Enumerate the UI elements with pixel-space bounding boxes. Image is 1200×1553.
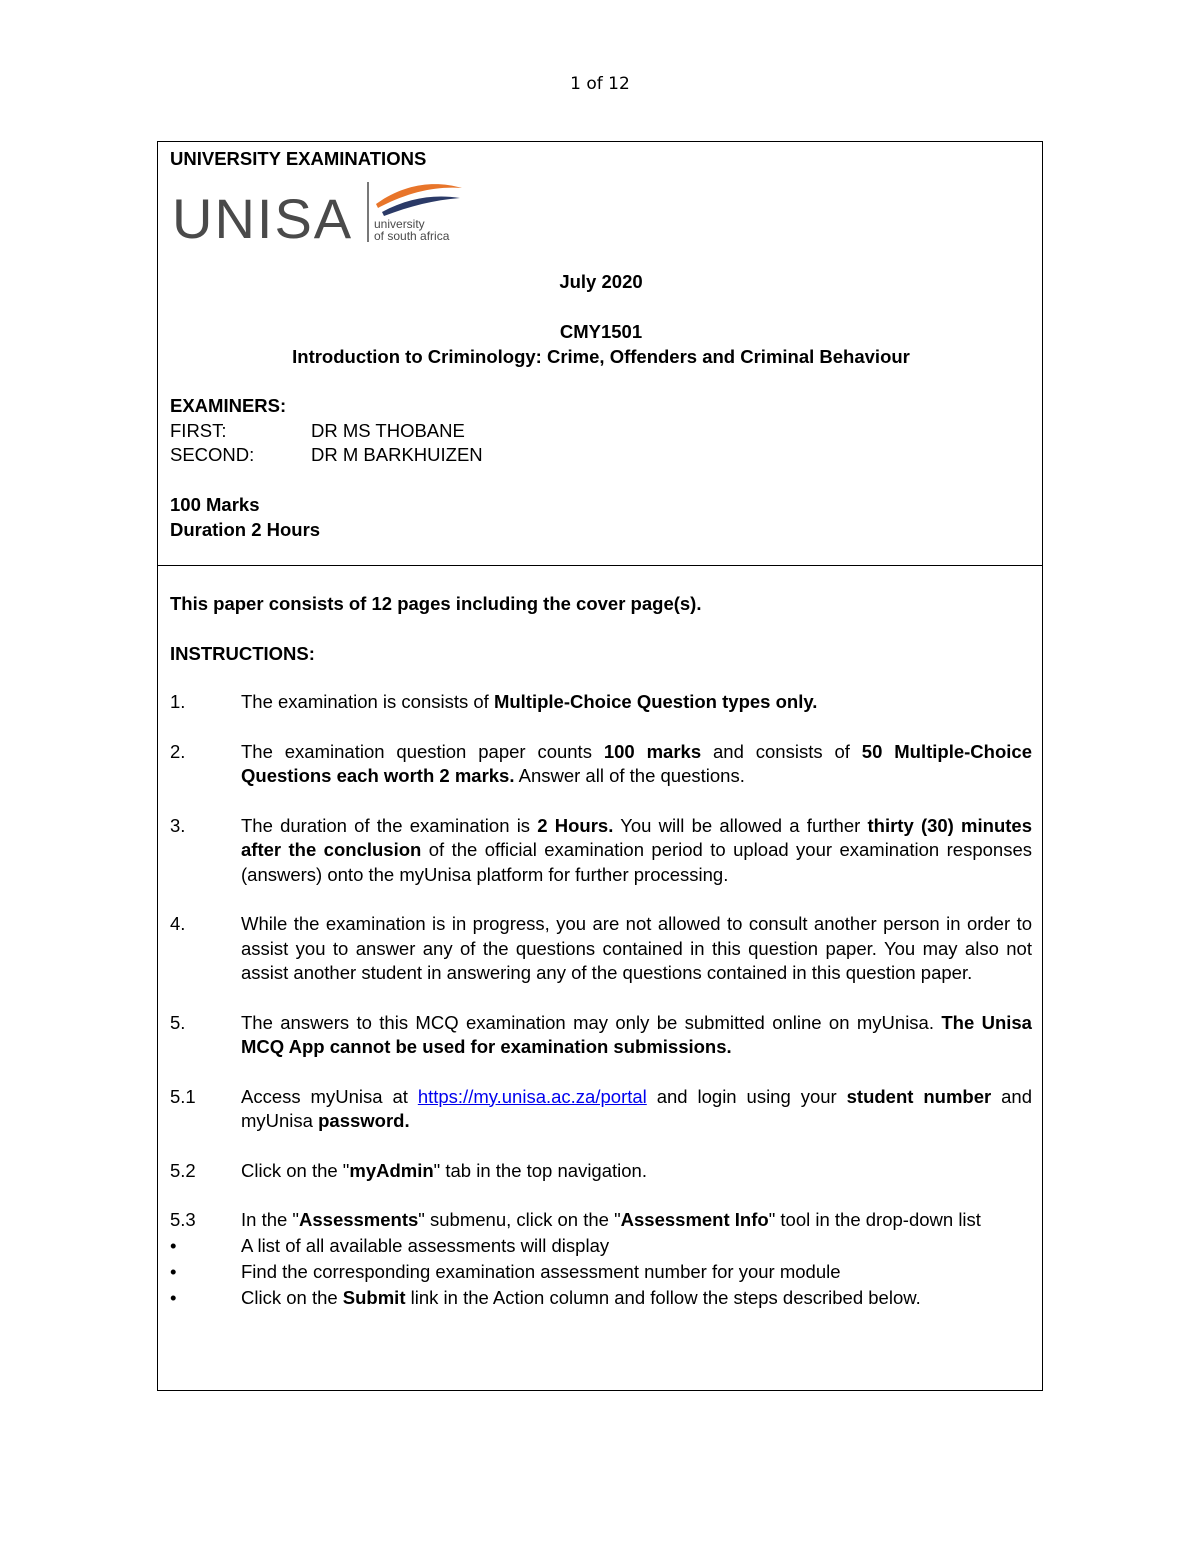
instructions-label: INSTRUCTIONS: xyxy=(170,643,315,664)
course-code: CMY1501 xyxy=(559,321,643,342)
instruction-5: 5. The answers to this MCQ examination may only be submitted online on myUnisa. The Unisa MCQ App cannot be used for examination submissions. xyxy=(170,1011,1032,1057)
instructions-list xyxy=(170,690,1032,1311)
exam-heading: UNIVERSITY EXAMINATIONS xyxy=(170,148,427,169)
instruction-3: 3. The duration of the examination is 2 Hours. You will be allowed a further thirty (30) minutes after the conclusion of the official examination period to upload your examination responses (answers) onto the myUnisa platform for further processing. xyxy=(170,814,1032,885)
pages-note: This paper consists of 12 pages including the cover page(s). xyxy=(170,593,702,614)
bullet-item-3: • Click on the Submit link in the Action column and follow the steps described below. xyxy=(170,1285,1032,1311)
unisa-logo xyxy=(172,176,472,246)
bullet-item-2: • Find the corresponding examination assessment number for your module xyxy=(170,1259,1032,1285)
bullet-icon: • xyxy=(170,1260,177,1282)
exam-cover-frame xyxy=(157,141,1043,1391)
logo-wordmark: UNISA xyxy=(172,187,354,246)
bullet-item-1: • A list of all available assessments will display xyxy=(170,1233,1032,1259)
exam-date: July 2020 xyxy=(559,271,643,292)
instruction-5-1: 5.1 Access myUnisa at https://my.unisa.ac.za/portal and login using your student number and myUnisa password. xyxy=(170,1085,1033,1131)
page-number: 1 of 12 xyxy=(570,74,630,94)
first-examiner-label: FIRST: xyxy=(170,420,227,441)
total-marks: 100 Marks xyxy=(170,494,260,515)
exam-duration: Duration 2 Hours xyxy=(170,519,321,540)
second-examiner-name: DR M BARKHUIZEN xyxy=(311,444,483,465)
section-divider xyxy=(158,565,1042,566)
assessment-steps-list xyxy=(170,1233,1032,1311)
bullet-icon: • xyxy=(170,1286,177,1308)
instruction-1: 1. The examination is consists of Multiple-Choice Question types only. xyxy=(170,691,818,712)
instruction-5-2: 5.2 Click on the "myAdmin" tab in the top navigation. xyxy=(170,1159,647,1181)
instruction-2: 2. The examination question paper counts 100 marks and consists of 50 Multiple-Choice Questions each worth 2 marks. Answer all of the questions. xyxy=(170,740,1032,786)
second-examiner-label: SECOND: xyxy=(170,444,255,465)
instruction-4: 4. While the examination is in progress, you are not allowed to consult another person in order to assist you to answer any of the questions contained in this question paper. You may also not assist another student in answering any of the questions contained in this question paper. xyxy=(170,913,1032,983)
instruction-5-3: 5.3 In the "Assessments" submenu, click on the "Assessment Info" tool in the drop-down list • A list of all available assessments will display • Find the corresponding examination assessment number for your module • Click on the Submit link in the Action column and follow the steps described below. xyxy=(170,1208,1032,1311)
first-examiner-name: DR MS THOBANE xyxy=(311,420,465,441)
examiners-label: EXAMINERS: xyxy=(170,395,287,416)
myunisa-portal-link[interactable]: https://my.unisa.ac.za/portal xyxy=(417,1085,647,1107)
logo-sub-university: university xyxy=(374,217,425,231)
course-title: Introduction to Criminology: Crime, Offenders and Criminal Behaviour xyxy=(292,346,910,367)
logo-sub-south-africa: of south africa xyxy=(374,229,450,243)
bullet-icon: • xyxy=(170,1234,177,1256)
